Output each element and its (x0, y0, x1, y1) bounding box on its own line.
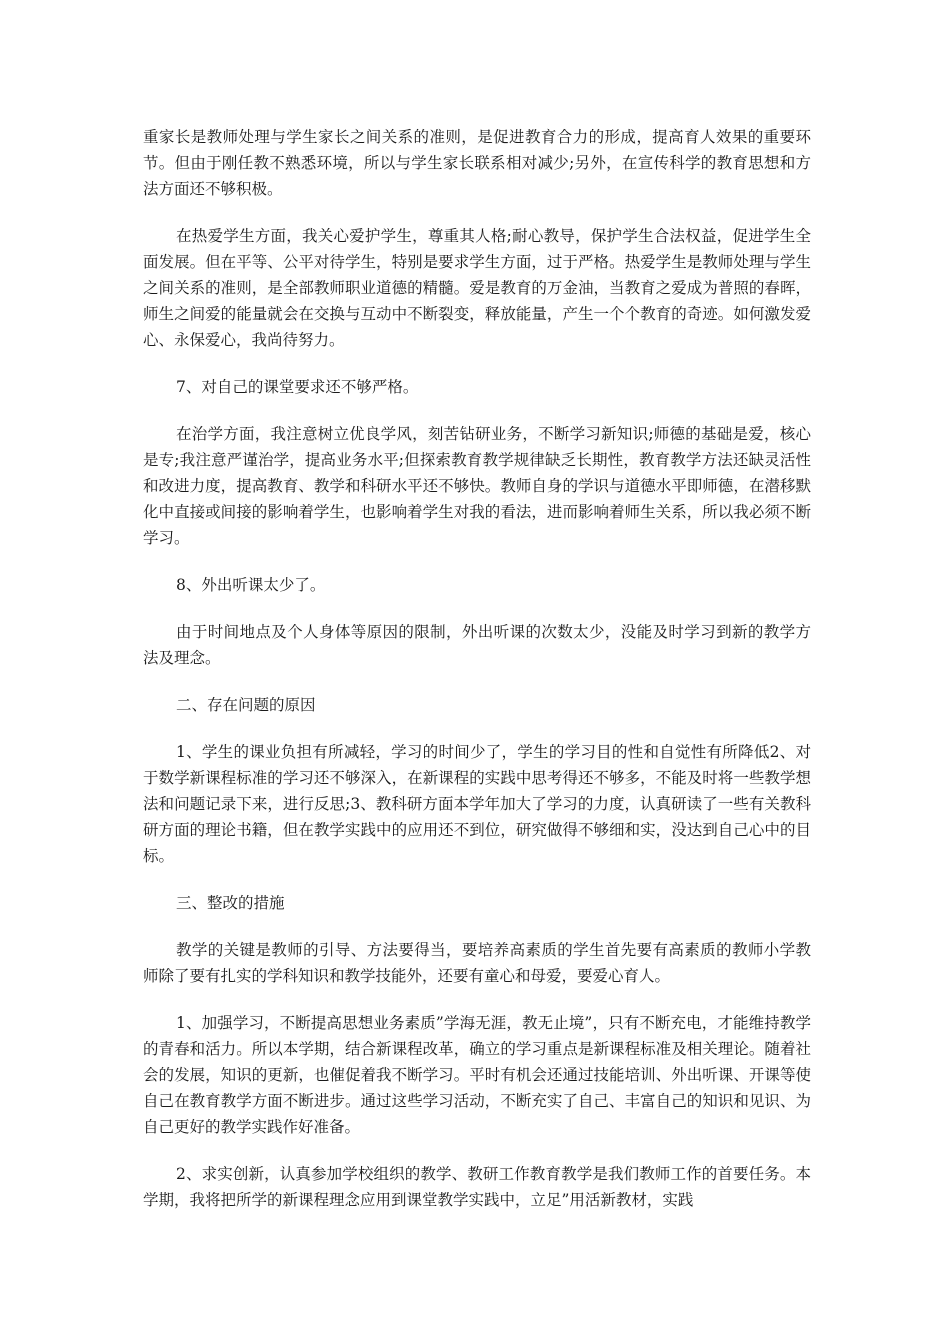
section-heading-measures: 三、整改的措施 (176, 894, 285, 912)
paragraph-6: 由于时间地点及个人身体等原因的限制，外出听课的次数太少，没能及时学习到新的教学方法及理念。 (143, 623, 811, 667)
paragraph-12: 2、求实创新，认真参加学校组织的教学、教研工作教育教学是我们教师工作的首要任务。本学期，我将把所学的新课程理念应用到课堂教学实践中，立足”用活新教材，实践 (143, 1165, 811, 1209)
paragraph-5: 8、外出听课太少了。 (176, 576, 326, 594)
paragraph-3: 7、对自己的课堂要求还不够严格。 (176, 378, 419, 396)
paragraph-10: 教学的关键是教师的引导、方法要得当，要培养高素质的学生首先要有高素质的教师小学教师除了要有扎实的学科知识和教学技能外，还要有童心和母爱，要爱心育人。 (143, 941, 811, 985)
paragraph-11: 1、加强学习，不断提高思想业务素质”学海无涯，教无止境”，只有不断充电，才能维持教学的青春和活力。所以本学期，结合新课程改革，确立的学习重点是新课程标准及相关理论。随着社会的发展，知识的更新，也催促着我不断学习。平时有机会还通过技能培训、外出听课、开课等使自己在教育教学方面不断进步。通过这些学习活动，不断充实了自己、丰富自己的知识和见识、为自己更好的教学实践作好准备。 (143, 1014, 811, 1136)
document-body (143, 124, 811, 1234)
section-heading-causes: 二、存在问题的原因 (176, 696, 316, 714)
paragraph-8: 1、学生的课业负担有所减轻，学习的时间少了，学生的学习目的性和自觉性有所降低2、对于数学新课程标准的学习还不够深入，在新课程的实践中思考得还不够多，不能及时将一些教学想法和问题记录下来，进行反思;3、教科研方面本学年加大了学习的力度，认真研读了一些有关教科研方面的理论书籍，但在教学实践中的应用还不到位，研究做得不够细和实，没达到自己心中的目标。 (143, 743, 811, 865)
paragraph-2: 在热爱学生方面，我关心爱护学生，尊重其人格;耐心教导，保护学生合法权益，促进学生全面发展。但在平等、公平对待学生，特别是要求学生方面，过于严格。热爱学生是教师处理与学生之间关系的准则，是全部教师职业道德的精髓。爱是教育的万金油，当教育之爱成为普照的春晖，师生之间爱的能量就会在交换与互动中不断裂变，释放能量，产生一个个教育的奇迹。如何激发爱心、永保爱心，我尚待努力。 (143, 227, 811, 349)
paragraph-1: 重家长是教师处理与学生家长之间关系的准则，是促进教育合力的形成，提高育人效果的重要环节。但由于刚任教不熟悉环境，所以与学生家长联系相对减少;另外，在宣传科学的教育思想和方法方面还不够积极。 (143, 128, 811, 198)
paragraph-4: 在治学方面，我注意树立优良学风，刻苦钻研业务，不断学习新知识;师德的基础是爱，核心是专;我注意严谨治学，提高业务水平;但探索教育教学规律缺乏长期性，教育教学方法还缺灵活性和改进力度，提高教育、教学和科研水平还不够快。教师自身的学识与道德水平即师德，在潜移默化中直接或间接的影响着学生，也影响着学生对我的看法，进而影响着师生关系，所以我必须不断学习。 (143, 425, 811, 547)
